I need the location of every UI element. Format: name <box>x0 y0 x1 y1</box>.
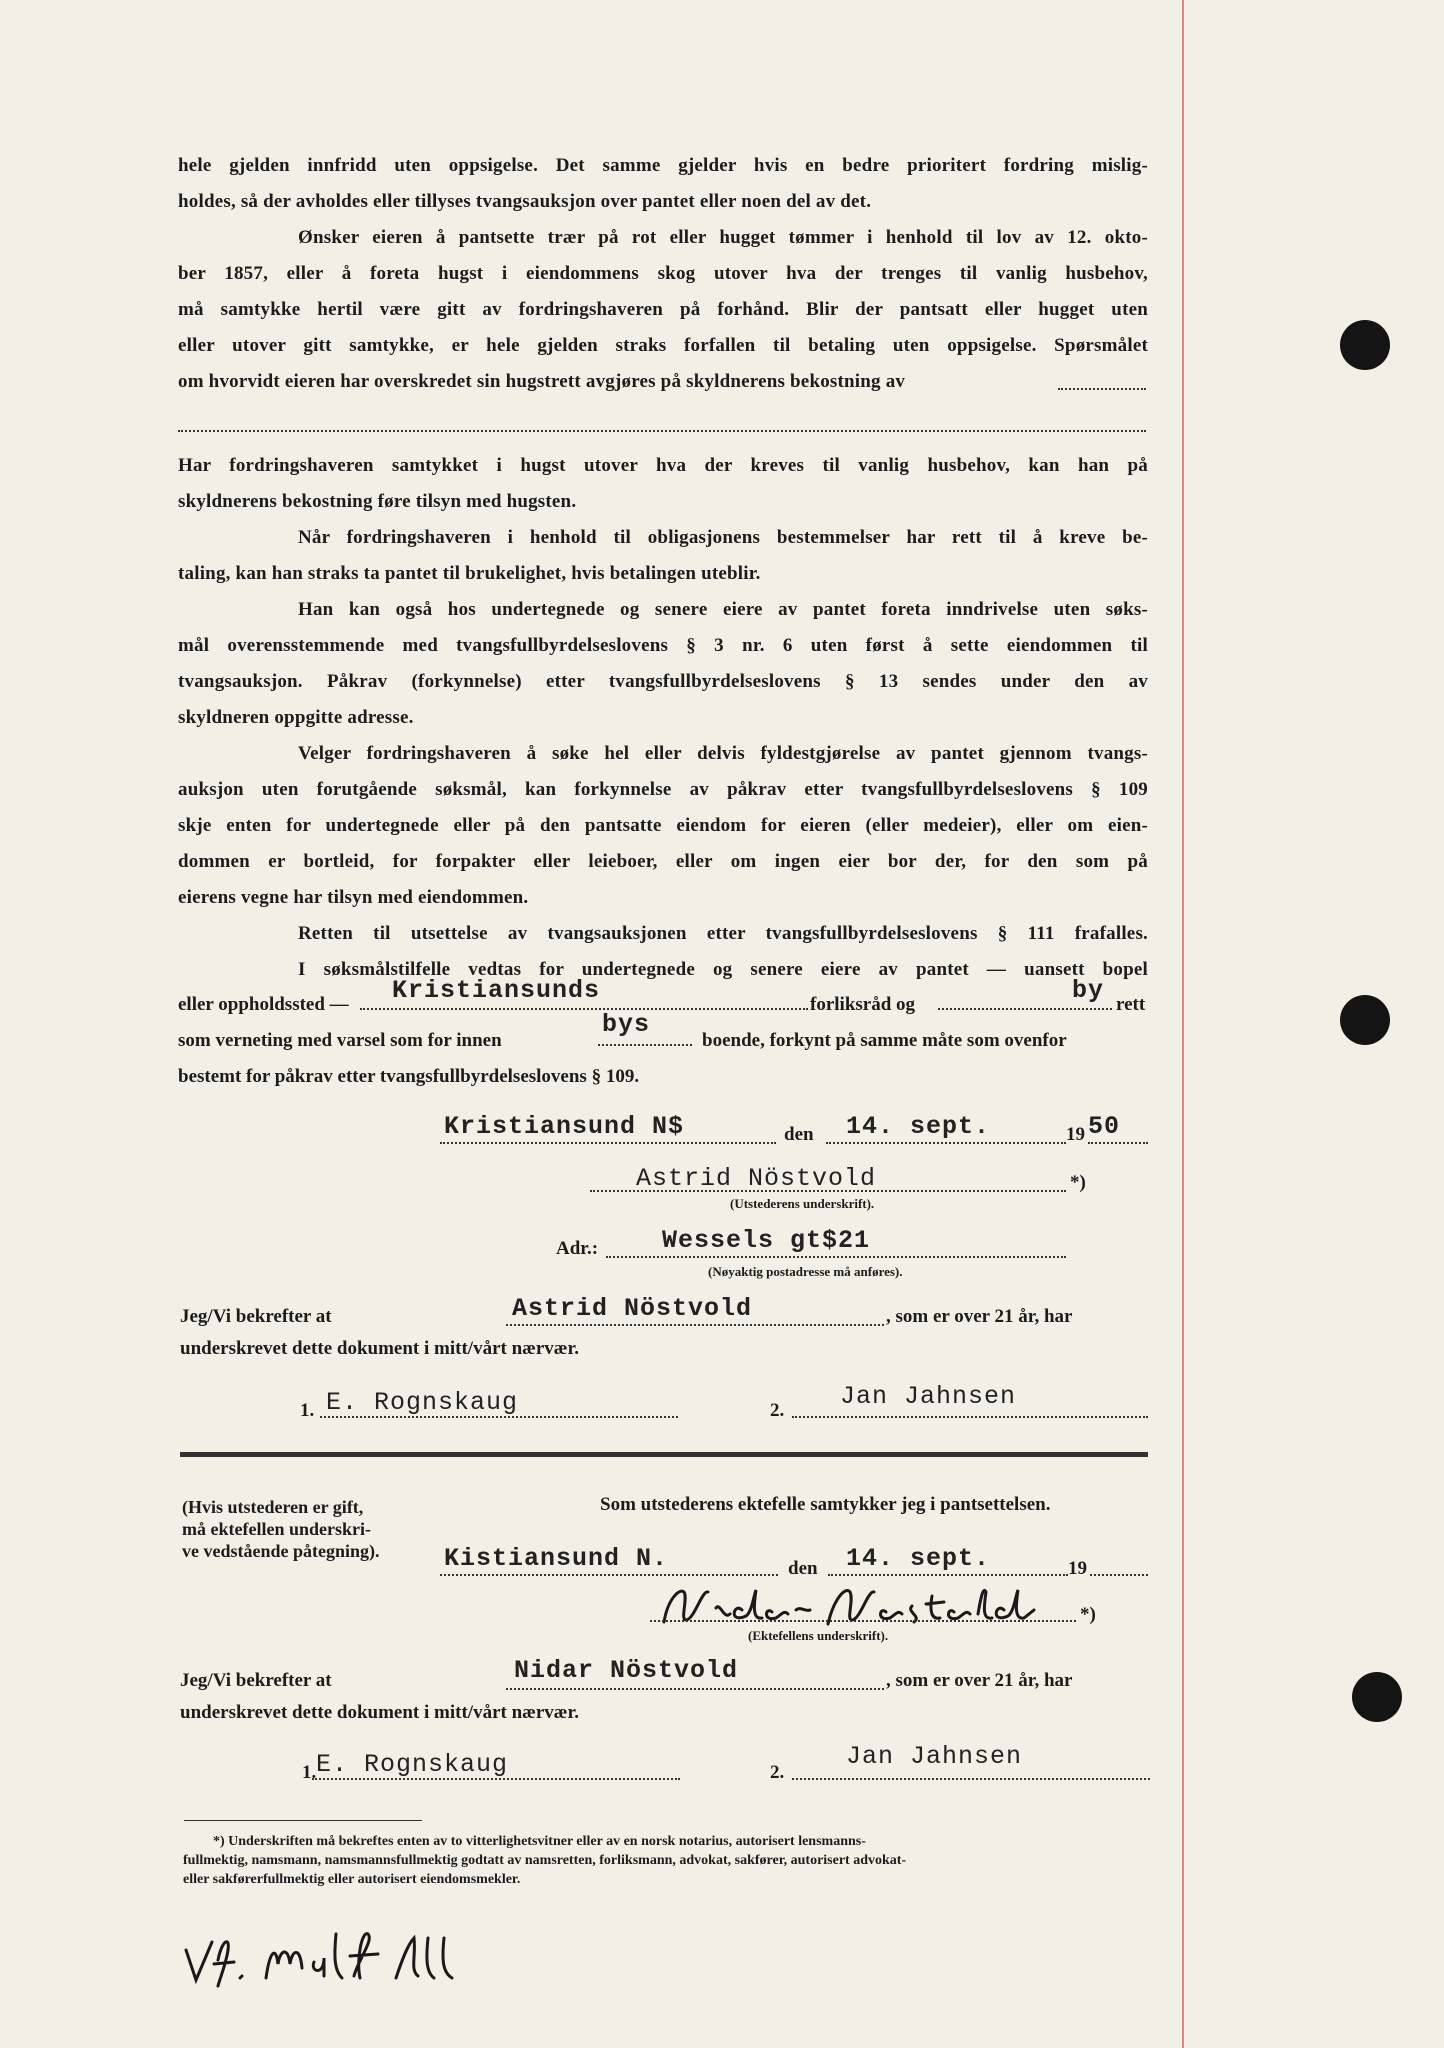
margin-line <box>1182 0 1184 2048</box>
court-type: by <box>1072 976 1105 1005</box>
text-line: taling, kan han straks ta pantet til brukelighet, hvis betalingen uteblir. <box>178 563 761 584</box>
spouse-note: (Hvis utstederen er gift, må ektefellen underskri- ve vedstående påtegning). <box>182 1497 380 1561</box>
fill-line <box>598 1044 692 1046</box>
issuer-signature-label: (Utstederens underskrift). <box>730 1196 875 1211</box>
fill-line <box>360 1008 808 1010</box>
court-name: Kristiansunds <box>392 976 601 1005</box>
punch-hole <box>1352 1672 1402 1722</box>
text-line: ber 1857, eller å foreta hugst i eiendommens skog utover hva der trenges til vanlig husbehov, <box>178 263 1148 284</box>
witness-number: 2. <box>770 1400 785 1421</box>
text-line: dommen er bortleid, for forpakter eller leieboer, eller om ingen eier bor der, for den som på <box>178 851 1148 872</box>
text-line: Velger fordringshaveren å søke hel eller delvis fyldestgjørelse av pantet gjennom tvangs- <box>298 743 1148 764</box>
text-line: tvangsauksjon. Påkrav (forkynnelse) etter tvangsfullbyrdelseslovens § 13 sendes under den av <box>178 671 1148 692</box>
fill-line <box>506 1688 884 1690</box>
witness-prefix: Jeg/Vi bekrefter at <box>180 1306 332 1327</box>
address-label: Adr.: <box>556 1238 599 1259</box>
witness-prefix: Jeg/Vi bekrefter at <box>180 1670 332 1691</box>
fill-line <box>1088 1142 1148 1144</box>
text-line: Retten til utsettelse av tvangsauksjonen etter tvangsfullbyrdelseslovens § 111 frafalles. <box>298 923 1148 944</box>
issuer-den-label: den <box>784 1124 814 1145</box>
witnessed-name: Nidar Nöstvold <box>514 1656 739 1685</box>
venue-mid: forliksråd og <box>810 994 916 1015</box>
section-divider <box>180 1452 1148 1457</box>
spouse-signature-label: (Ektefellens underskrift). <box>748 1628 889 1643</box>
text-line: Har fordringshaveren samtykket i hugst utover hva der kreves til vanlig husbehov, kan han på <box>178 455 1148 476</box>
witness-suffix: , som er over 21 år, har <box>886 1306 1073 1327</box>
issuer-signature: Astrid Nöstvold <box>636 1164 877 1193</box>
witness-line2: underskrevet dette dokument i mitt/vårt nærvær. <box>180 1338 579 1359</box>
paragraph <box>178 190 1148 214</box>
signature-line <box>590 1190 1066 1192</box>
witness-signature: Jan Jahnsen <box>846 1742 1023 1771</box>
venue-suffix: rett <box>1116 994 1146 1015</box>
fill-line <box>606 1256 1066 1258</box>
issuer-year-prefix: 19 <box>1066 1124 1085 1145</box>
footnote-marker: *) <box>1080 1604 1096 1625</box>
text-line: I søksmålstilfelle vedtas for undertegnede og senere eiere av pantet — uansett bopel <box>298 959 1148 980</box>
spouse-den-label: den <box>788 1558 818 1579</box>
text-line: auksjon uten forutgående søksmål, kan forkynnelse av påkrav etter tvangsfullbyrdelseslovens § 109 <box>178 779 1148 800</box>
footnote-line: fullmektig, namsmann, namsmannsfullmektig godtatt av namsretten, forliksmann, advokat, sakfører, autorisert advokat- <box>183 1853 907 1868</box>
text-line: hele gjelden innfridd uten oppsigelse. Det samme gjelder hvis en bedre prioritert fordring mislig- <box>178 155 1148 176</box>
footnote-marker: *) <box>1070 1172 1086 1193</box>
witness-suffix: , som er over 21 år, har <box>886 1670 1073 1691</box>
fill-line <box>440 1142 776 1144</box>
text-line: skyldneren oppgitte adresse. <box>178 707 414 728</box>
fill-line <box>1058 388 1146 390</box>
witness-signature: E. Rognskaug <box>316 1750 509 1779</box>
punch-hole <box>1340 995 1390 1045</box>
venue-line2-fill: bys <box>602 1010 651 1039</box>
handwritten-initials <box>178 1920 498 2000</box>
text-line: om hvorvidt eieren har overskredet sin hugstrett avgjøres på skyldnerens bekostning av <box>178 371 906 392</box>
text-line: Når fordringshaveren i henhold til obligasjonens bestemmelser har rett til å kreve be- <box>298 527 1148 548</box>
fill-line <box>506 1324 884 1326</box>
venue-line3: bestemt for påkrav etter tvangsfullbyrdelseslovens § 109. <box>178 1066 640 1087</box>
fill-line <box>826 1142 1066 1144</box>
text-line: skje enten for undertegnede eller på den pantsatte eiendom for eieren (eller medeier), eller om eien- <box>178 815 1148 836</box>
text-line: Han kan også hos undertegnede og senere eiere av pantet foreta inndrivelse uten søks- <box>298 599 1148 620</box>
witness-signature: E. Rognskaug <box>326 1388 519 1417</box>
issuer-address: Wessels gt$21 <box>662 1226 871 1255</box>
issuer-place: Kristiansund N$ <box>444 1112 685 1141</box>
witness-line2: underskrevet dette dokument i mitt/vårt nærvær. <box>180 1702 579 1723</box>
spouse-consent: Som utstederens ektefelle samtykker jeg i pantsettelsen. <box>600 1494 1051 1515</box>
fill-line <box>828 1574 1068 1576</box>
issuer-year-suffix: 50 <box>1088 1112 1121 1141</box>
footnote-line: eller sakførerfullmektig eller autorisert eiendomsmekler. <box>183 1872 521 1887</box>
signature-line <box>320 1416 678 1418</box>
signature-line <box>792 1416 1148 1418</box>
footnote-rule <box>184 1820 422 1821</box>
signature-line <box>650 1620 1076 1622</box>
fill-line <box>1090 1574 1148 1576</box>
fill-line <box>178 430 1146 432</box>
fill-line <box>440 1574 778 1576</box>
punch-hole <box>1340 320 1390 370</box>
spouse-date: 14. sept. <box>846 1544 991 1573</box>
signature-line <box>792 1778 1150 1780</box>
spouse-place: Kistiansund N. <box>444 1544 669 1573</box>
text-line: eierens vegne har tilsyn med eiendommen. <box>178 887 529 908</box>
signature-line <box>312 1778 680 1780</box>
witness-number: 1. <box>302 1762 317 1783</box>
witness-number: 1. <box>300 1400 315 1421</box>
text-line: mål overensstemmende med tvangsfullbyrdelseslovens § 3 nr. 6 uten først å sette eiendommen til <box>178 635 1148 656</box>
footnote-line: *) Underskriften må bekreftes enten av to vitterlighetsvitner eller av en norsk notarius, autorisert lensmanns- <box>213 1834 866 1849</box>
fill-line <box>938 1008 1112 1010</box>
text-line: skyldnerens bekostning føre tilsyn med hugsten. <box>178 491 577 512</box>
witness-number: 2. <box>770 1762 785 1783</box>
footnote <box>183 1832 1151 1889</box>
text-line: må samtykke hertil være gitt av fordringshaveren på forhånd. Blir der pantsatt eller hugget uten <box>178 299 1148 320</box>
venue-line2-suffix: boende, forkynt på samme måte som ovenfor <box>702 1030 1067 1051</box>
witness-signature: Jan Jahnsen <box>840 1382 1017 1411</box>
paragraph <box>178 154 1148 178</box>
text-line: eller utover gitt samtykke, er hele gjelden straks forfallen til betaling uten oppsigelse. Spørsmålet <box>178 335 1148 356</box>
text-line: holdes, så der avholdes eller tillyses tvangsauksjon over pantet eller noen del av det. <box>178 191 872 212</box>
venue-line2-prefix: som verneting med varsel som for innen <box>178 1030 502 1051</box>
issuer-date: 14. sept. <box>846 1112 991 1141</box>
spouse-year-prefix: 19 <box>1068 1558 1087 1579</box>
venue-prefix: eller oppholdssted — <box>178 994 349 1015</box>
address-note: (Nøyaktig postadresse må anføres). <box>708 1264 903 1279</box>
witnessed-name: Astrid Nöstvold <box>512 1294 753 1323</box>
text-line: Ønsker eieren å pantsette trær på rot eller hugget tømmer i henhold til lov av 12. okto- <box>298 227 1148 248</box>
